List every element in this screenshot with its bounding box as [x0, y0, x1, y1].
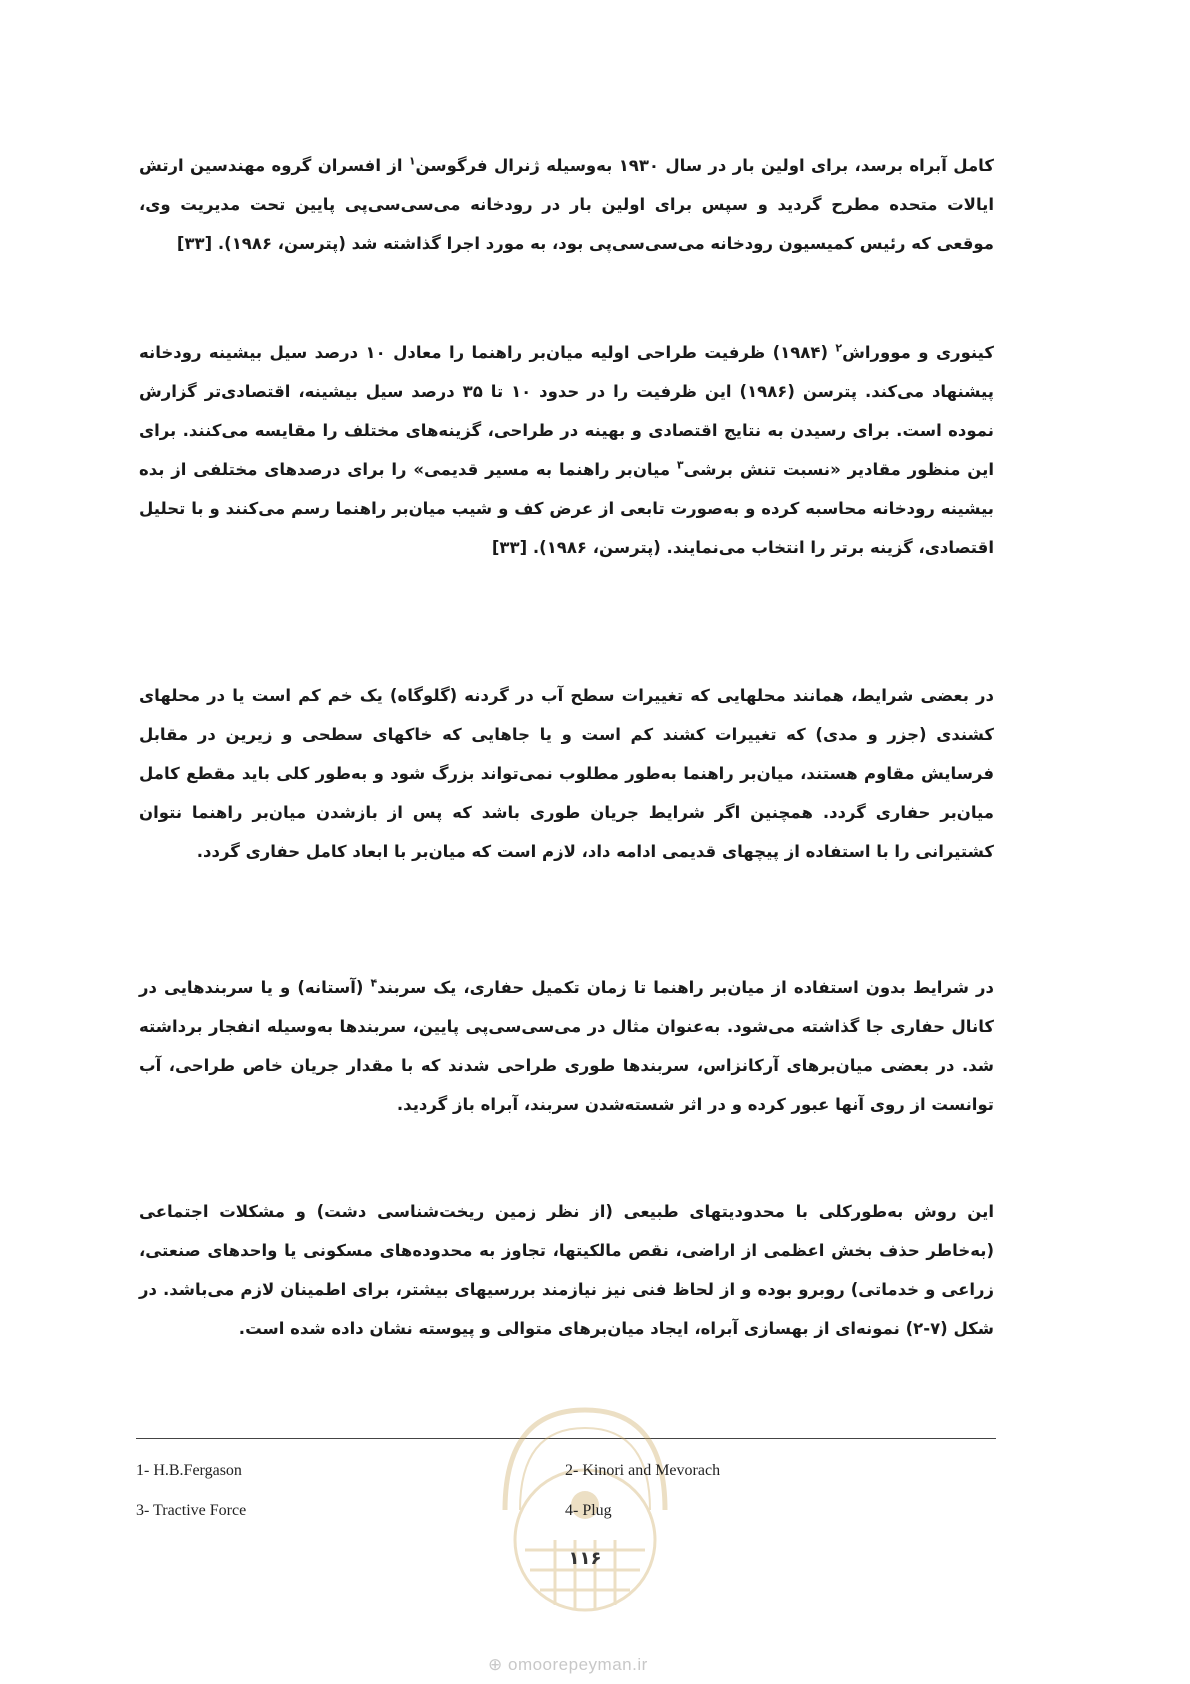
footnote-2: 2- Kinori and Mevorach — [565, 1462, 721, 1479]
paragraph-text: میان‌بر راهنما به مسیر قدیمی» را برای درصدهای مختلفی از بده بیشینه رودخانه محاسبه کرده و به‌صورت تابعی از عرض کف و شیب میان‌بر راهنما رسم می‌کنند و با تحلیل اقتصادی، گزینه برتر را انتخاب می‌نمایند. (پترسن، ۱۹۸۶). [۳۳] — [139, 460, 994, 557]
paragraph-text: در شرایط بدون استفاده از میان‌بر راهنما تا زمان تکمیل حفاری، یک سربند — [377, 978, 994, 997]
footnote-ref-3: ۳ — [676, 458, 684, 472]
watermark-site-text: omoorepeyman.ir — [507, 1655, 648, 1674]
footnote-ref-1: ۱ — [408, 154, 416, 168]
paragraph-5: این روش به‌طورکلی با محدودیتهای طبیعی (از نظر زمین ریخت‌شناسی دشت) و مشکلات اجتماعی (به‌خاطر حذف بخش اعظمی از اراضی، نقص مالکیتها، تجاوز به محدوده‌های مسکونی یا واحدهای صنعتی، زراعی و خدماتی) روبرو بوده و از لحاظ فنی نیز نیازمند بررسیهای بیشتر، برای اطمینان لازم می‌باشد. در شکل (۷-۲) نمونه‌ای از بهسازی آبراه، ایجاد میان‌برهای متوالی و پیوسته نشان داده شده است. — [139, 1202, 994, 1338]
page-number: ۱۱۶ — [568, 1548, 602, 1569]
paragraph-text: (۱۹۸۴) ظرفیت طراحی اولیه میان‌بر راهنما را معادل ۱۰ درصد سیل بیشینه رودخانه پیشنهاد می‌کند. پترسن (۱۹۸۶) این ظرفیت را در حدود ۱۰ تا ۳۵ درصد سیل بیشینه، اقتصادی‌تر گزارش نموده است. برای رسیدن به نتایج اقتصادی و بهینه در طراحی، گزینه‌های مختلف را مقایسه می‌کنند. برای این منظور مقادیر «نسبت تنش برشی — [139, 343, 995, 479]
footnote-ref-2: ۲ — [835, 341, 843, 355]
paragraph-2 — [139, 333, 994, 567]
paragraph-text: کینوری و مووراش — [842, 343, 994, 362]
footnote-3: 3- Tractive Force — [136, 1502, 247, 1519]
paragraph-text: از افسران گروه مهندسین ارتش ایالات متحده مطرح گردید و سپس برای اولین بار در رودخانه می‌سی‌سی‌پی پایین تحت مدیریت وی، موقعی که رئیس کمیسیون رودخانه می‌سی‌سی‌پی بود، به مورد اجرا گذاشته شد (پترسن، ۱۹۸۶). [۳۳] — [139, 156, 994, 253]
footnote-1: 1- H.B.Fergason — [136, 1462, 242, 1479]
footnote-4: 4- Plug — [565, 1502, 612, 1519]
globe-icon: ⊕ — [488, 1655, 503, 1674]
paragraph-3: در بعضی شرایط، همانند محلهایی که تغییرات سطح آب در گردنه (گلوگاه) یک خم کم است یا در محلهای کشندی (جزر و مدی) که تغییرات کشند کم است و یا جاهایی که خاکهای سطحی و زیرین در مقابل فرسایش مقاوم هستند، میان‌بر راهنما به‌طور مطلوب نمی‌تواند بزرگ شود و به‌طور کلی باید مقطع کامل میان‌بر حفاری گردد. همچنین اگر شرایط جریان طوری باشد که پس از بازشدن میان‌بر راهنما نتوان کشتیرانی را با استفاده از پیچهای قدیمی ادامه داد، لازم است که میان‌بر با ابعاد کامل حفاری گردد. — [139, 686, 994, 861]
paragraph-text: کامل آبراه برسد، برای اولین بار در سال ۱۹۳۰ به‌وسیله ژنرال فرگوسن — [415, 156, 994, 175]
watermark-site — [488, 1655, 708, 1675]
paragraph-text: (آستانه) و یا سربندهایی در کانال حفاری جا گذاشته می‌شود. به‌عنوان مثال در می‌سی‌سی‌پی پایین، سربندها به‌وسیله انفجار برداشته شد. در بعضی میان‌برهای آرکانزاس، سربندها طوری طراحی شدند که با مقدار جریان خاص طراحی، آب توانست از روی آنها عبور کرده و در اثر شسته‌شدن سربند، آبراه باز گردید. — [139, 978, 994, 1114]
paragraph-1 — [139, 146, 994, 263]
footnote-ref-4: ۴ — [370, 976, 378, 990]
paragraph-4 — [139, 968, 994, 1124]
